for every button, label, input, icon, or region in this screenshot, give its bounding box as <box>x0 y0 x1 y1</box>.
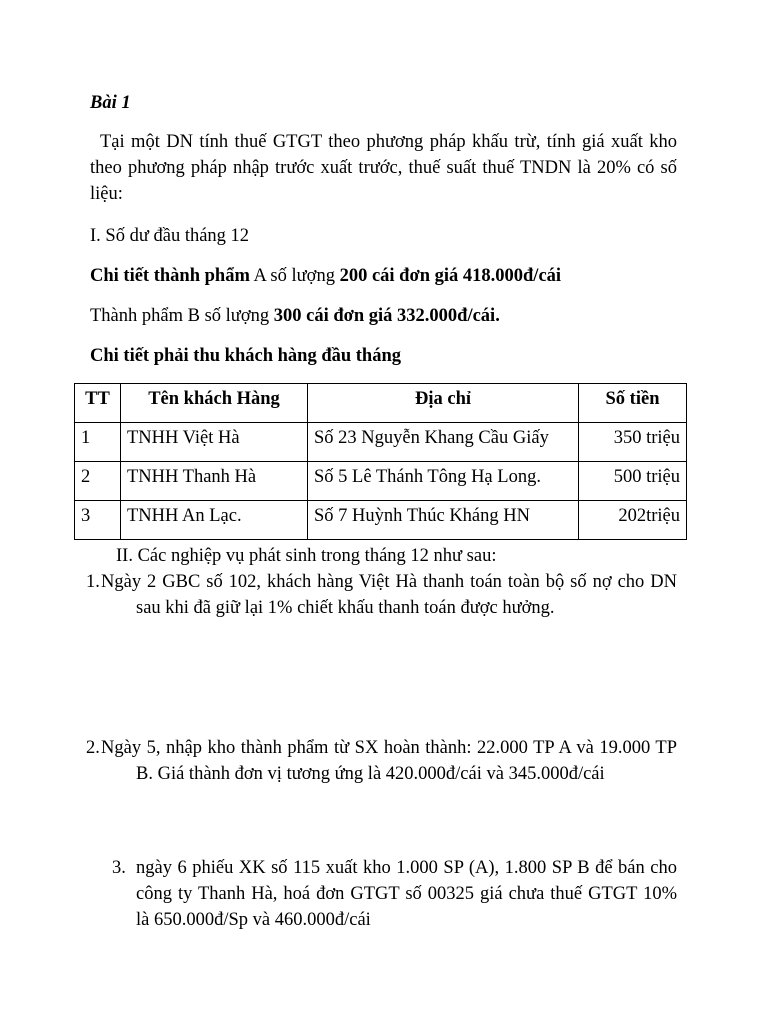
table-header-row <box>75 384 687 423</box>
cell-customer: TNHH Việt Hà <box>121 423 308 462</box>
header-tt: TT <box>75 384 121 423</box>
header-customer: Tên khách Hàng <box>121 384 308 423</box>
cell-address: Số 5 Lê Thánh Tông Hạ Long. <box>308 462 579 501</box>
item-text: Ngày 5, nhập kho thành phẩm từ SX hoàn thành: 22.000 TP A và 19.000 TP B. Giá thành đơn vị tương ứng là 420.000đ/cái và 345.000đ/cái <box>101 738 677 784</box>
cell-customer: TNHH An Lạc. <box>121 501 308 540</box>
cell-tt: 1 <box>75 423 121 462</box>
product-a-mid: A số lượng <box>249 266 340 286</box>
item-text: ngày 6 phiếu XK số 115 xuất kho 1.000 SP (A), 1.800 SP B để bán cho công ty Thanh Hà, hoá đơn GTGT số 00325 giá chưa thuế GTGT 10% là 650.000đ/Sp và 460.000đ/cái <box>136 858 677 930</box>
list-item <box>86 569 677 621</box>
cell-customer: TNHH Thanh Hà <box>121 462 308 501</box>
product-a-line <box>90 266 561 287</box>
list-item <box>112 855 677 933</box>
header-amount: Số tiền <box>579 384 687 423</box>
section-1-heading: I. Số dư đầu tháng 12 <box>90 226 250 246</box>
product-b-pre: Thành phẩm B số lượng <box>90 306 274 326</box>
cell-tt: 3 <box>75 501 121 540</box>
receivables-table <box>74 383 687 540</box>
intro-paragraph <box>90 129 677 207</box>
cell-address: Số 7 Huỳnh Thúc Kháng HN <box>308 501 579 540</box>
item-number: 2. <box>86 738 100 758</box>
header-address: Địa chỉ <box>308 384 579 423</box>
item-text: Ngày 2 GBC số 102, khách hàng Việt Hà thanh toán toàn bộ số nợ cho DN sau khi đã giữ lại 1% chiết khấu thanh toán được hưởng. <box>101 572 677 618</box>
item-number: 1. <box>86 572 100 592</box>
item-number: 3. <box>112 858 126 878</box>
cell-tt: 2 <box>75 462 121 501</box>
product-b-line <box>90 306 500 327</box>
table-row <box>75 423 687 462</box>
cell-amount: 202triệu <box>579 501 687 540</box>
product-a-value: 200 cái đơn giá 418.000đ/cái <box>339 266 562 286</box>
cell-address: Số 23 Nguyễn Khang Cầu Giấy <box>308 423 579 462</box>
table-row <box>75 462 687 501</box>
list-item <box>86 735 677 787</box>
product-a-label: Chi tiết thành phẩm <box>90 266 250 286</box>
exercise-title: Bài 1 <box>90 93 131 113</box>
cell-amount: 500 triệu <box>579 462 687 501</box>
table-row <box>75 501 687 540</box>
cell-amount: 350 triệu <box>579 423 687 462</box>
receivables-heading: Chi tiết phải thu khách hàng đầu tháng <box>90 346 402 366</box>
section-2-heading: II. Các nghiệp vụ phát sinh trong tháng 12 như sau: <box>116 546 497 566</box>
product-b-value: 300 cái đơn giá 332.000đ/cái. <box>273 306 500 326</box>
intro-text: Tại một DN tính thuế GTGT theo phương pháp khấu trừ, tính giá xuất kho theo phương pháp nhập trước xuất trước, thuế suất thuế TNDN là 20% có số liệu: <box>90 132 677 204</box>
